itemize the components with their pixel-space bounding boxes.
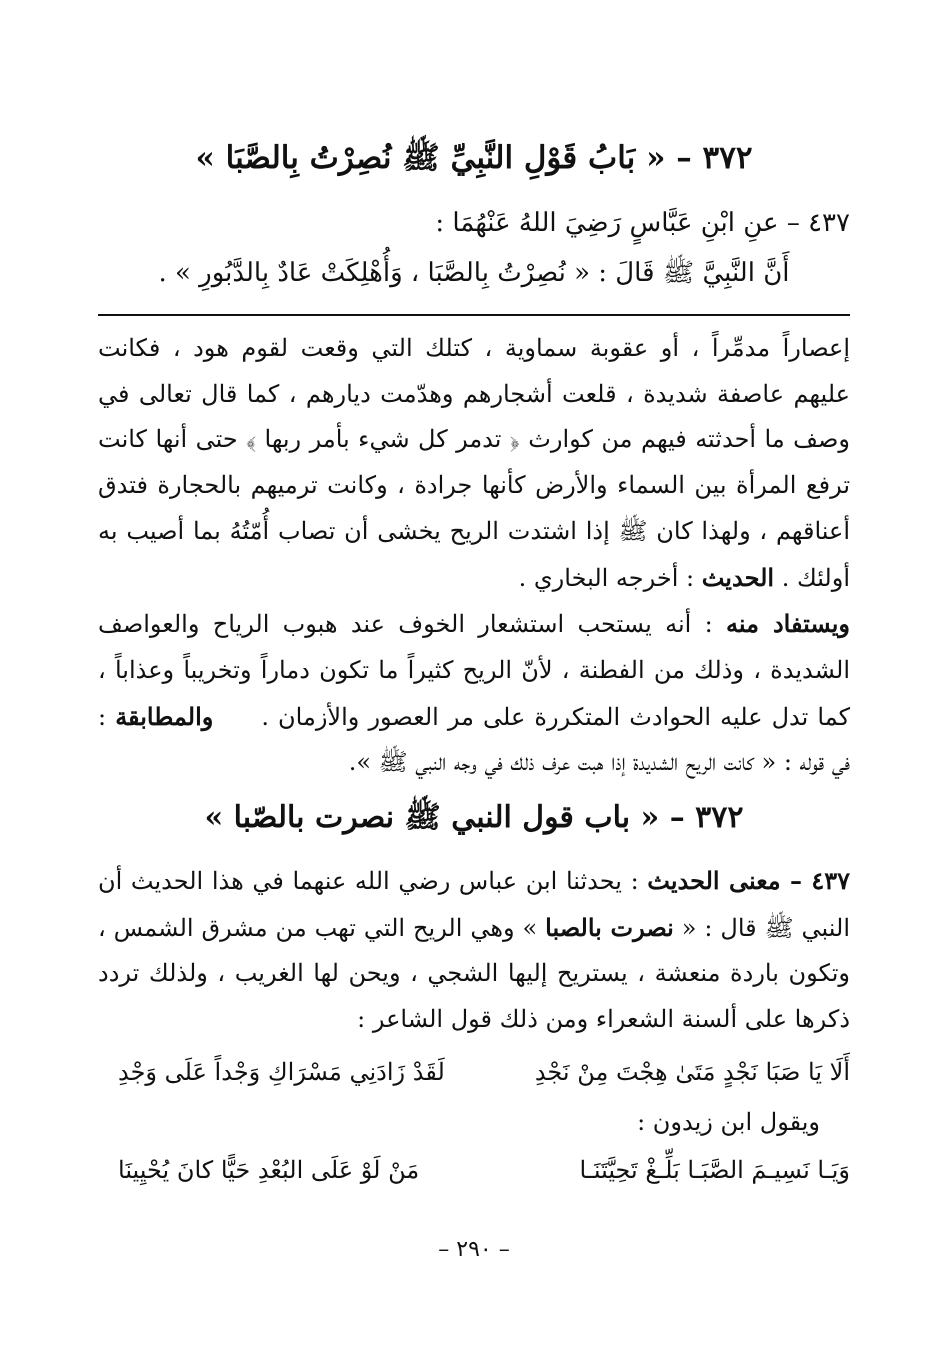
benefits-text: : أنه يستحب استشعار الخوف عند هبوب الرياح والعواصف الشديدة ، وذلك من الفطنة ، لأنّ الريح كثيراً ما تكون دماراً وتخريباً وعذاباً ، كما تدل عليه الحوادث المتكررة على مر العصور والأزمان . (98, 610, 851, 731)
hadith-matn: أَنَّ النَّبِيَّ ﷺ قَالَ : « نُصِرْتُ بِالصَّبَا ، وَأُهْلِكَتْ عَادٌ بِالدَّبُورِ » . (158, 258, 790, 288)
page-number: – ٢٩٠ – (438, 1237, 510, 1262)
correspondence-label: والمطابقة (115, 701, 214, 731)
commentary-text: إعصاراً مدمِّراً ، أو عقوبة سماوية ، كتلك التي وقعت لقوم هود ، فكانت عليهم عاصفة شديدة ، قلعت أشجارهم وهدّمت ديارهم ، كما قال تعالى في وصف ما أحدثته فيهم من كوارث ﴿ تدمر كل شيء بأمر ربها ﴾ حتى أنها كانت ترفع المرأة بين السماء والأرض كأنها جرادة ، وكانت ترميهم بالحجارة فتدق أعناقهم ، ولهذا كان ﷺ إذا اشتدت الريح يخشى أن تصاب أُمّتُهُ بما أصيب به أولئك . (98, 334, 850, 592)
correspondence-text: : في قوله : « كانت الريح الشديدة إذا هبت عرف ذلك في وجه النبي ﷺ ». (98, 702, 850, 777)
benefits-label: ويستفاد منه (725, 609, 851, 639)
poem-verse-2-second-hemistich: مَنْ لَوْ عَلَى البُعْدِ حَيًّا كانَ يُحْيِينَا (118, 1155, 420, 1184)
meaning-paragraph (98, 858, 850, 1043)
benefits-paragraph (98, 601, 850, 786)
takhrij-label: الحديث (701, 562, 775, 592)
poem-verse-2 (98, 1145, 850, 1195)
poem-verse-1-second-hemistich: لَقَدْ زَادَنِي مَسْرَاكِ وَجْداً عَلَى وَجْدِ (118, 1057, 445, 1086)
commentary-paragraph (98, 326, 850, 601)
meaning-text-after: » وهي الريح التي تهب من مشرق الشمس ، وتكون باردة منعشة ، يستريح إليها الشجي ، ويحن لها الغريب ، ولذلك تردد ذكرها على ألسنة الشعراء ومن ذلك قول الشاعر : (98, 913, 850, 1034)
meaning-quote: نصرت بالصبا (545, 912, 674, 942)
chapter-heading: ٣٧٢ – « بَابُ قَوْلِ النَّبِيِّ ﷺ نُصِرْتُ بِالصَّبَا » (195, 140, 753, 176)
book-page (98, 130, 850, 1320)
poem-2-intro: ويقول ابن زيدون : (637, 1107, 820, 1136)
poem-verse-2-first-hemistich: وَيَـا نَسِيـمَ الصَّبَـا بَلِّـغْ تَحِيَّتَنَـا (579, 1155, 850, 1184)
poem-verse-1-first-hemistich: أَلَا يَا صَبَا نَجْدٍ مَتَىٰ هِجْتَ مِنْ نَجْدِ (534, 1057, 850, 1086)
meaning-text-before: : يحدثنا ابن عباس رضي الله عنهما في هذا الحديث أن النبي ﷺ قال : « (98, 867, 850, 942)
hadith-isnad: ٤٣٧ – عنِ ابْنِ عَبَّاسٍ رَضِيَ اللهُ عَنْهُمَا : (435, 208, 850, 238)
poem-verse-1 (98, 1047, 850, 1097)
takhrij-text: : أخرجه البخاري . (518, 563, 695, 592)
section-heading: ٣٧٢ – « باب قول النبي ﷺ نصرت بالصّبا » (204, 800, 744, 836)
footnote-divider (98, 300, 850, 316)
meaning-label: ٤٣٧ – معنى الحديث (647, 866, 850, 896)
